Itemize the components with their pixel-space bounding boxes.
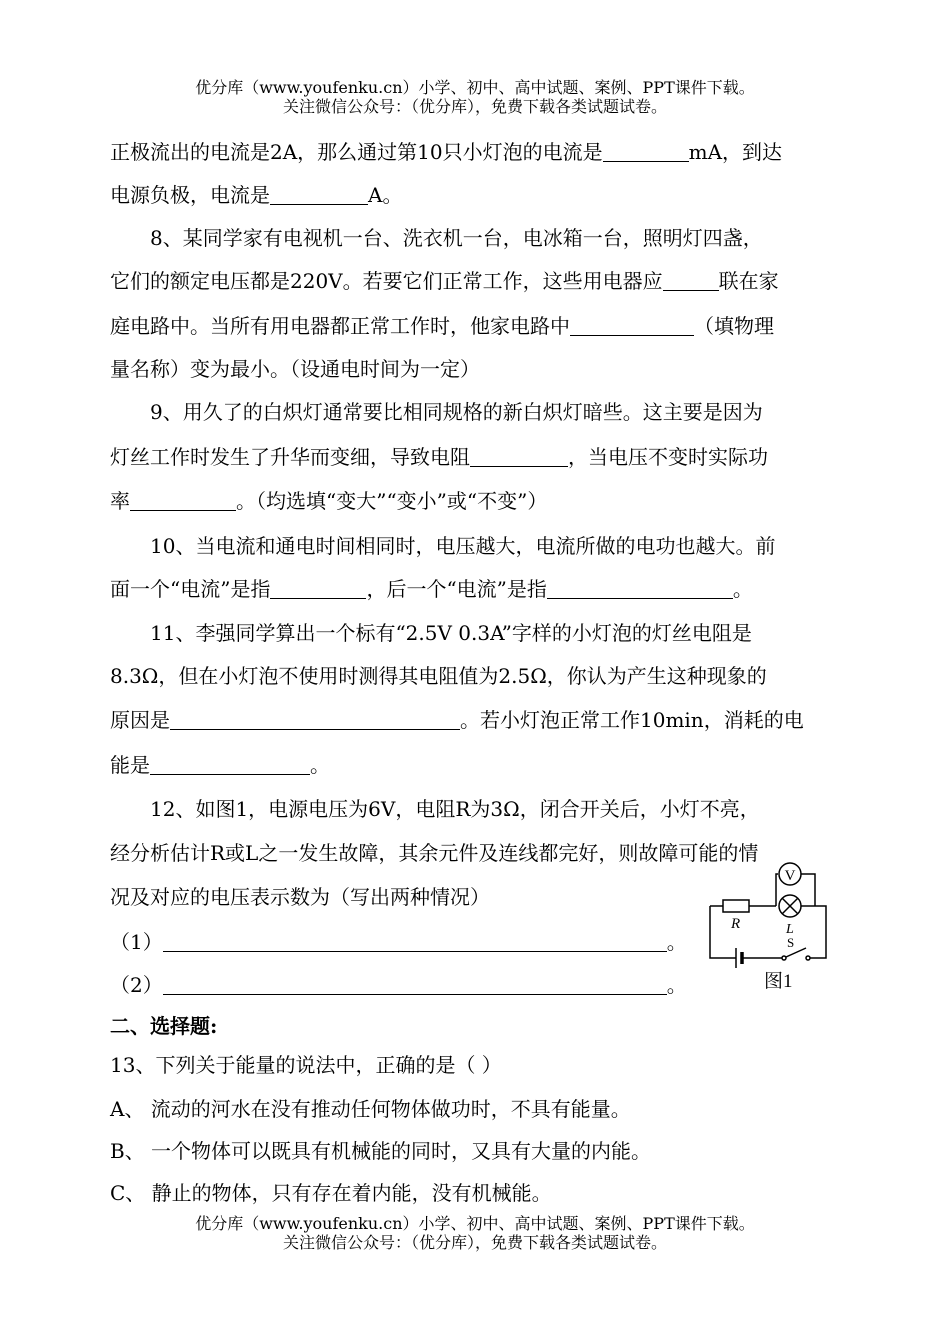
q11-text-b: 。若小灯泡正常工作10min，消耗的电 [460,708,804,732]
q12-answer-2-end: 。 [666,973,687,997]
page-footer [0,1214,950,1252]
q9-blank-power[interactable] [130,490,236,511]
q11-blank-reason[interactable] [170,709,460,730]
q9-text-d: 。（均选填“变大”“变小”或“不变”） [236,489,548,513]
wire-left [710,906,728,958]
q12-blank-2[interactable] [163,974,667,995]
q7-blank-a[interactable] [270,184,368,205]
q11-text-c: 能是 [110,753,150,777]
voltmeter-wire-left [776,874,778,906]
wire-right [801,906,826,958]
q13-option-b[interactable]: B、 一个物体可以既具有机械能的同时，又具有大量的内能。 [110,1139,652,1163]
resistor-r [723,900,749,912]
q12-answer-2-label: （2） [110,973,163,997]
voltmeter-wire-right [801,874,815,906]
q11-blank-energy[interactable] [150,754,310,775]
q9-blank-resistance[interactable] [470,446,568,467]
q10-text-c: 。 [732,577,753,601]
switch-label: S [787,935,795,950]
q9-line-3 [110,488,547,514]
q10-text-b: ，后一个“电流”是指 [366,577,547,601]
q8-text-a: 它们的额定电压都是220V。若要它们正常工作，这些用电器应 [110,269,663,293]
header-line-2: 关注微信公众号：（优分库），免费下载各类试题试卷。 [282,97,667,116]
q12-line-2: 经分析估计R或L之一发生故障，其余元件及连线都完好，则故障可能的情 [110,841,759,865]
q11-line-2: 8.3Ω，但在小灯泡不使用时测得其电阻值为2.5Ω，你认为产生这种现象的 [110,664,767,688]
q8-line-2 [110,268,779,294]
q11-line-1: 11、李强同学算出一个标有“2.5V 0.3A”字样的小灯泡的灯丝电阻是 [150,621,752,645]
lamp-label: L [786,922,794,937]
q9-text-c: 率 [110,489,130,513]
q7-text-b: mA，到达 [688,140,783,164]
q10-blank-1[interactable] [270,578,366,599]
q12-answer-2 [110,972,687,998]
q7-text-c: 电源负极，电流是 [110,183,270,207]
q8-line-4: 量名称）变为最小。（设通电时间为一定） [110,357,480,381]
q12-line-3: 况及对应的电压表示数为（写出两种情况） [110,885,490,909]
voltmeter-label: V [784,868,796,884]
section-2-title: 二、选择题: [110,1014,218,1038]
q12-answer-1-end: 。 [666,930,687,954]
q11-line-3 [110,707,804,733]
circuit-figure-1 [698,856,848,996]
q12-blank-1[interactable] [163,931,667,952]
footer-line-2: 关注微信公众号：（优分库），免费下载各类试题试卷。 [282,1233,667,1252]
q11-text-a: 原因是 [110,708,170,732]
q8-text-d: （填物理 [694,314,774,338]
q7-text-a: 正极流出的电流是2A，那么通过第10只小灯泡的电流是 [110,140,603,164]
q8-line-3 [110,313,774,339]
q7-line-2 [110,182,402,208]
q9-line-2 [110,444,768,470]
q12-answer-1 [110,929,687,955]
q7-text-d: A。 [368,183,403,207]
q11-line-4 [110,752,330,778]
q10-line-1: 10、当电流和通电时间相同时，电压越大，电流所做的电功也越大。前 [150,534,776,558]
q12-line-1: 12、如图1，电源电压为6V，电阻R为3Ω，闭合开关后，小灯不亮， [150,797,760,821]
q13-option-c[interactable]: C、 静止的物体，只有存在着内能，没有机械能。 [110,1181,552,1205]
resistor-label: R [731,916,741,932]
q11-text-d: 。 [310,753,330,777]
q13-stem: 13、下列关于能量的说法中，正确的是（ ） [110,1053,502,1077]
q10-text-a: 面一个“电流”是指 [110,577,271,601]
page-header [0,78,950,116]
q13-option-a[interactable]: A、 流动的河水在没有推动任何物体做功时，不具有能量。 [110,1097,631,1121]
q7-line-1 [110,139,782,165]
q8-text-b: 联在家 [718,269,779,293]
header-line-1: 优分库（www.youfenku.cn）小学、初中、高中试题、案例、PPT课件下载。 [195,78,755,97]
q10-line-2 [110,576,753,602]
q12-answer-1-label: （1） [110,930,163,954]
q8-line-1: 8、某同学家有电视机一台、洗衣机一台，电冰箱一台，照明灯四盏， [150,226,763,250]
q9-text-a: 灯丝工作时发生了升华而变细，导致电阻 [110,445,470,469]
q8-blank-quantity[interactable] [570,315,694,336]
q9-text-b: ，当电压不变时实际功 [568,445,768,469]
q9-line-1: 9、用久了的白炽灯通常要比相同规格的新白炽灯暗些。这主要是因为 [150,400,763,424]
q7-blank-ma[interactable] [603,141,689,162]
figure-caption: 图1 [764,971,793,992]
q10-blank-2[interactable] [547,578,733,599]
footer-line-1: 优分库（www.youfenku.cn）小学、初中、高中试题、案例、PPT课件下载。 [195,1214,755,1233]
q8-blank-connection[interactable] [663,270,719,291]
q8-text-c: 庭电路中。当所有用电器都正常工作时，他家电路中 [110,314,570,338]
